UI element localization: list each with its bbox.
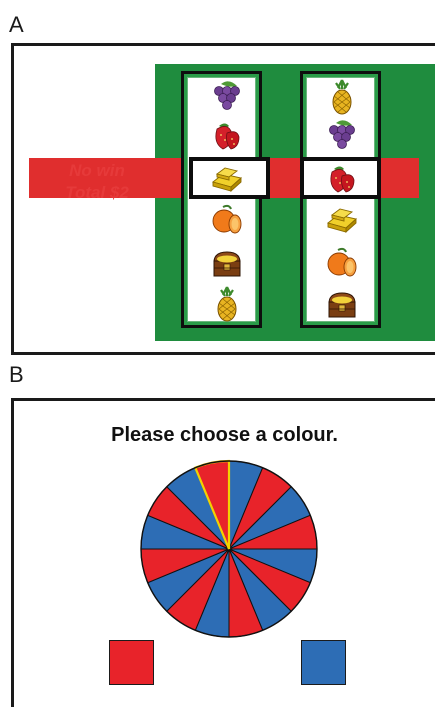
- slot-status: [42, 160, 152, 204]
- grapes-icon: [322, 117, 362, 155]
- choose-red-button[interactable]: [109, 640, 154, 685]
- strawberry-icon: [322, 160, 362, 198]
- colour-wheel: [139, 459, 319, 639]
- treasure-chest-icon: [322, 285, 362, 323]
- gold-bars-icon: [322, 201, 362, 239]
- panel-b-label: B: [9, 362, 24, 387]
- orange-icon: [207, 201, 247, 239]
- treasure-chest-icon: [207, 244, 247, 282]
- gold-bars-icon: [207, 160, 247, 198]
- pineapple-icon: [322, 78, 362, 116]
- strawberry-icon: [207, 117, 247, 155]
- panel-a-label: A: [9, 12, 24, 37]
- choose-colour-prompt: Please choose a colour.: [111, 424, 338, 446]
- pineapple-icon: [207, 285, 247, 323]
- orange-icon: [322, 244, 362, 282]
- grapes-icon: [207, 78, 247, 116]
- choose-blue-button[interactable]: [301, 640, 346, 685]
- status-result: No win: [69, 161, 125, 180]
- status-total: Total $2: [65, 183, 129, 202]
